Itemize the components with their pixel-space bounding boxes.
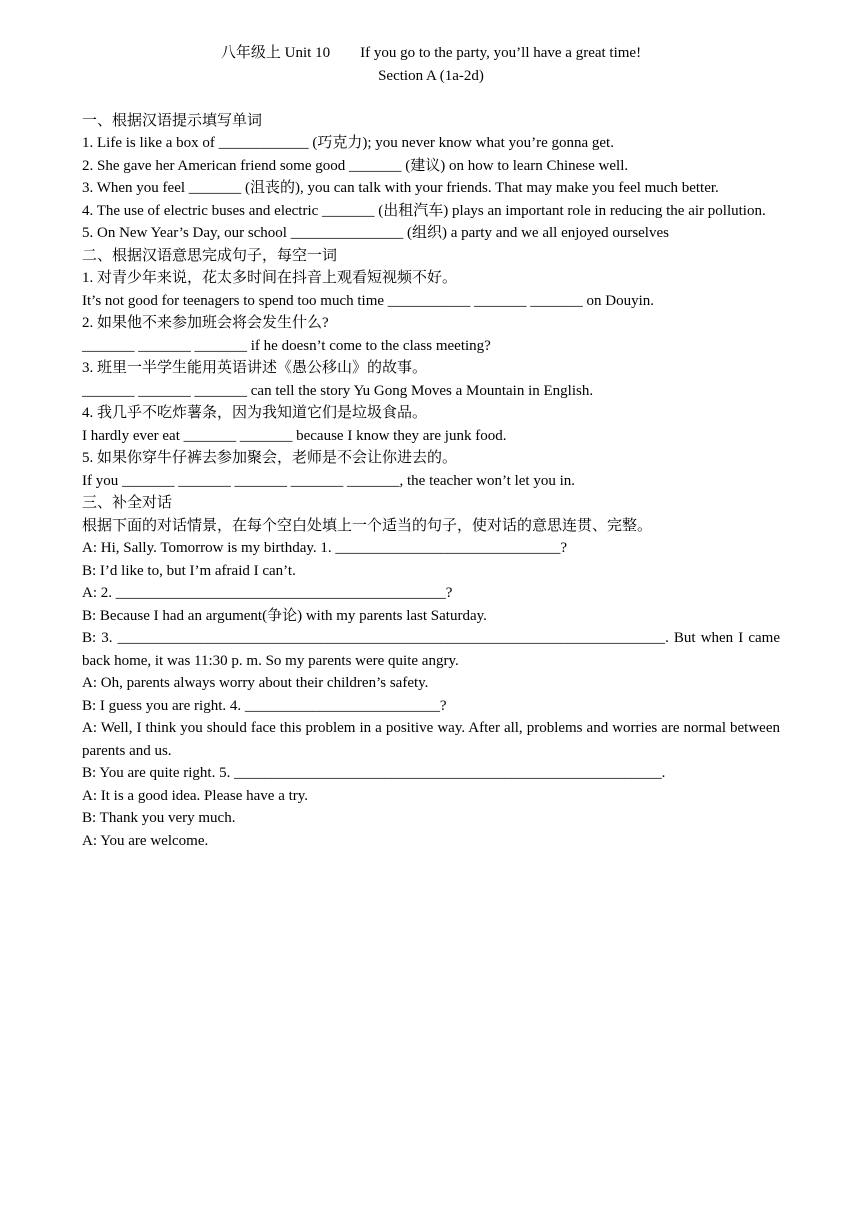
dialog-line: B: You are quite right. 5. _________________________________________________________. [82, 765, 666, 781]
page-subtitle: Section A (1a-2d) [378, 67, 484, 84]
section-instruction: 根据下面的对话情景，在每个空白处填上一个适当的句子，使对话的意思连贯、完整。 [82, 517, 653, 534]
page-title: 八年级上 Unit 10 If you go to the party, you’ll have a great time! [220, 45, 642, 61]
dialog-line: A: Well, I think you should face this problem in a positive way. After all, problems and worries are normal between parents and us. [82, 720, 780, 759]
question-english: _______ _______ _______ can tell the story Yu Gong Moves a Mountain in English. [82, 382, 594, 399]
question-chinese: 3. 班里一半学生能用英语讲述《愚公移山》的故事。 [82, 360, 428, 376]
dialog-line: A: You are welcome. [82, 832, 209, 849]
dialog-line: B: I guess you are right. 4. __________________________? [82, 697, 447, 714]
dialog-line: B: Thank you very much. [82, 810, 236, 826]
question-english: I hardly ever eat _______ _______ because I know they are junk food. [82, 427, 507, 444]
section-2 [82, 245, 780, 493]
section-heading: 一、根据汉语提示填写单词 [82, 112, 263, 129]
dialog-line: B: 3. _________________________________________________________________________. But when I came back home, it was 11:30 p. m. So my parents were quite angry. [82, 630, 780, 669]
question-item: 2. She gave her American friend some good _______ (建议) on how to learn Chinese well. [82, 157, 629, 174]
dialog-line: A: Oh, parents always worry about their children’s safety. [82, 675, 429, 691]
question-item: 1. Life is like a box of ____________ (巧克力); you never know what you’re gonna get. [82, 135, 614, 151]
dialog-line: A: Hi, Sally. Tomorrow is my birthday. 1. ______________________________? [82, 540, 568, 556]
worksheet-page [82, 42, 780, 852]
question-item: 4. The use of electric buses and electric _______ (出租汽车) plays an important role in reducing the air pollution. [82, 202, 766, 219]
section-heading: 三、补全对话 [82, 495, 173, 511]
dialog-line: A: 2. ____________________________________________? [82, 585, 453, 601]
section-heading: 二、根据汉语意思完成句子，每空一词 [82, 247, 338, 264]
dialog-line: B: Because I had an argument(争论) with my parents last Saturday. [82, 607, 487, 624]
question-item: 3. When you feel _______ (沮丧的), you can talk with your friends. That may make you feel much better. [82, 180, 719, 196]
question-chinese: 2. 如果他不来参加班会将会发生什么? [82, 315, 329, 331]
question-chinese: 4. 我几乎不吃炸薯条，因为我知道它们是垃圾食品。 [82, 405, 428, 421]
question-chinese: 1. 对青少年来说，花太多时间在抖音上观看短视频不好。 [82, 270, 458, 286]
section-1 [82, 110, 780, 245]
section-3 [82, 492, 780, 852]
question-english: If you _______ _______ _______ _______ _______, the teacher won’t let you in. [82, 472, 575, 489]
question-english: It’s not good for teenagers to spend too much time ___________ _______ _______ on Douyin. [82, 292, 655, 309]
dialog-line: B: I’d like to, but I’m afraid I can’t. [82, 562, 296, 579]
question-english: _______ _______ _______ if he doesn’t come to the class meeting? [82, 337, 491, 354]
question-chinese: 5. 如果你穿牛仔裤去参加聚会，老师是不会让你进去的。 [82, 450, 458, 466]
spacer [82, 87, 780, 110]
dialog-line: A: It is a good idea. Please have a try. [82, 787, 309, 804]
question-item: 5. On New Year’s Day, our school _______________ (组织) a party and we all enjoyed ourselves [82, 225, 669, 241]
